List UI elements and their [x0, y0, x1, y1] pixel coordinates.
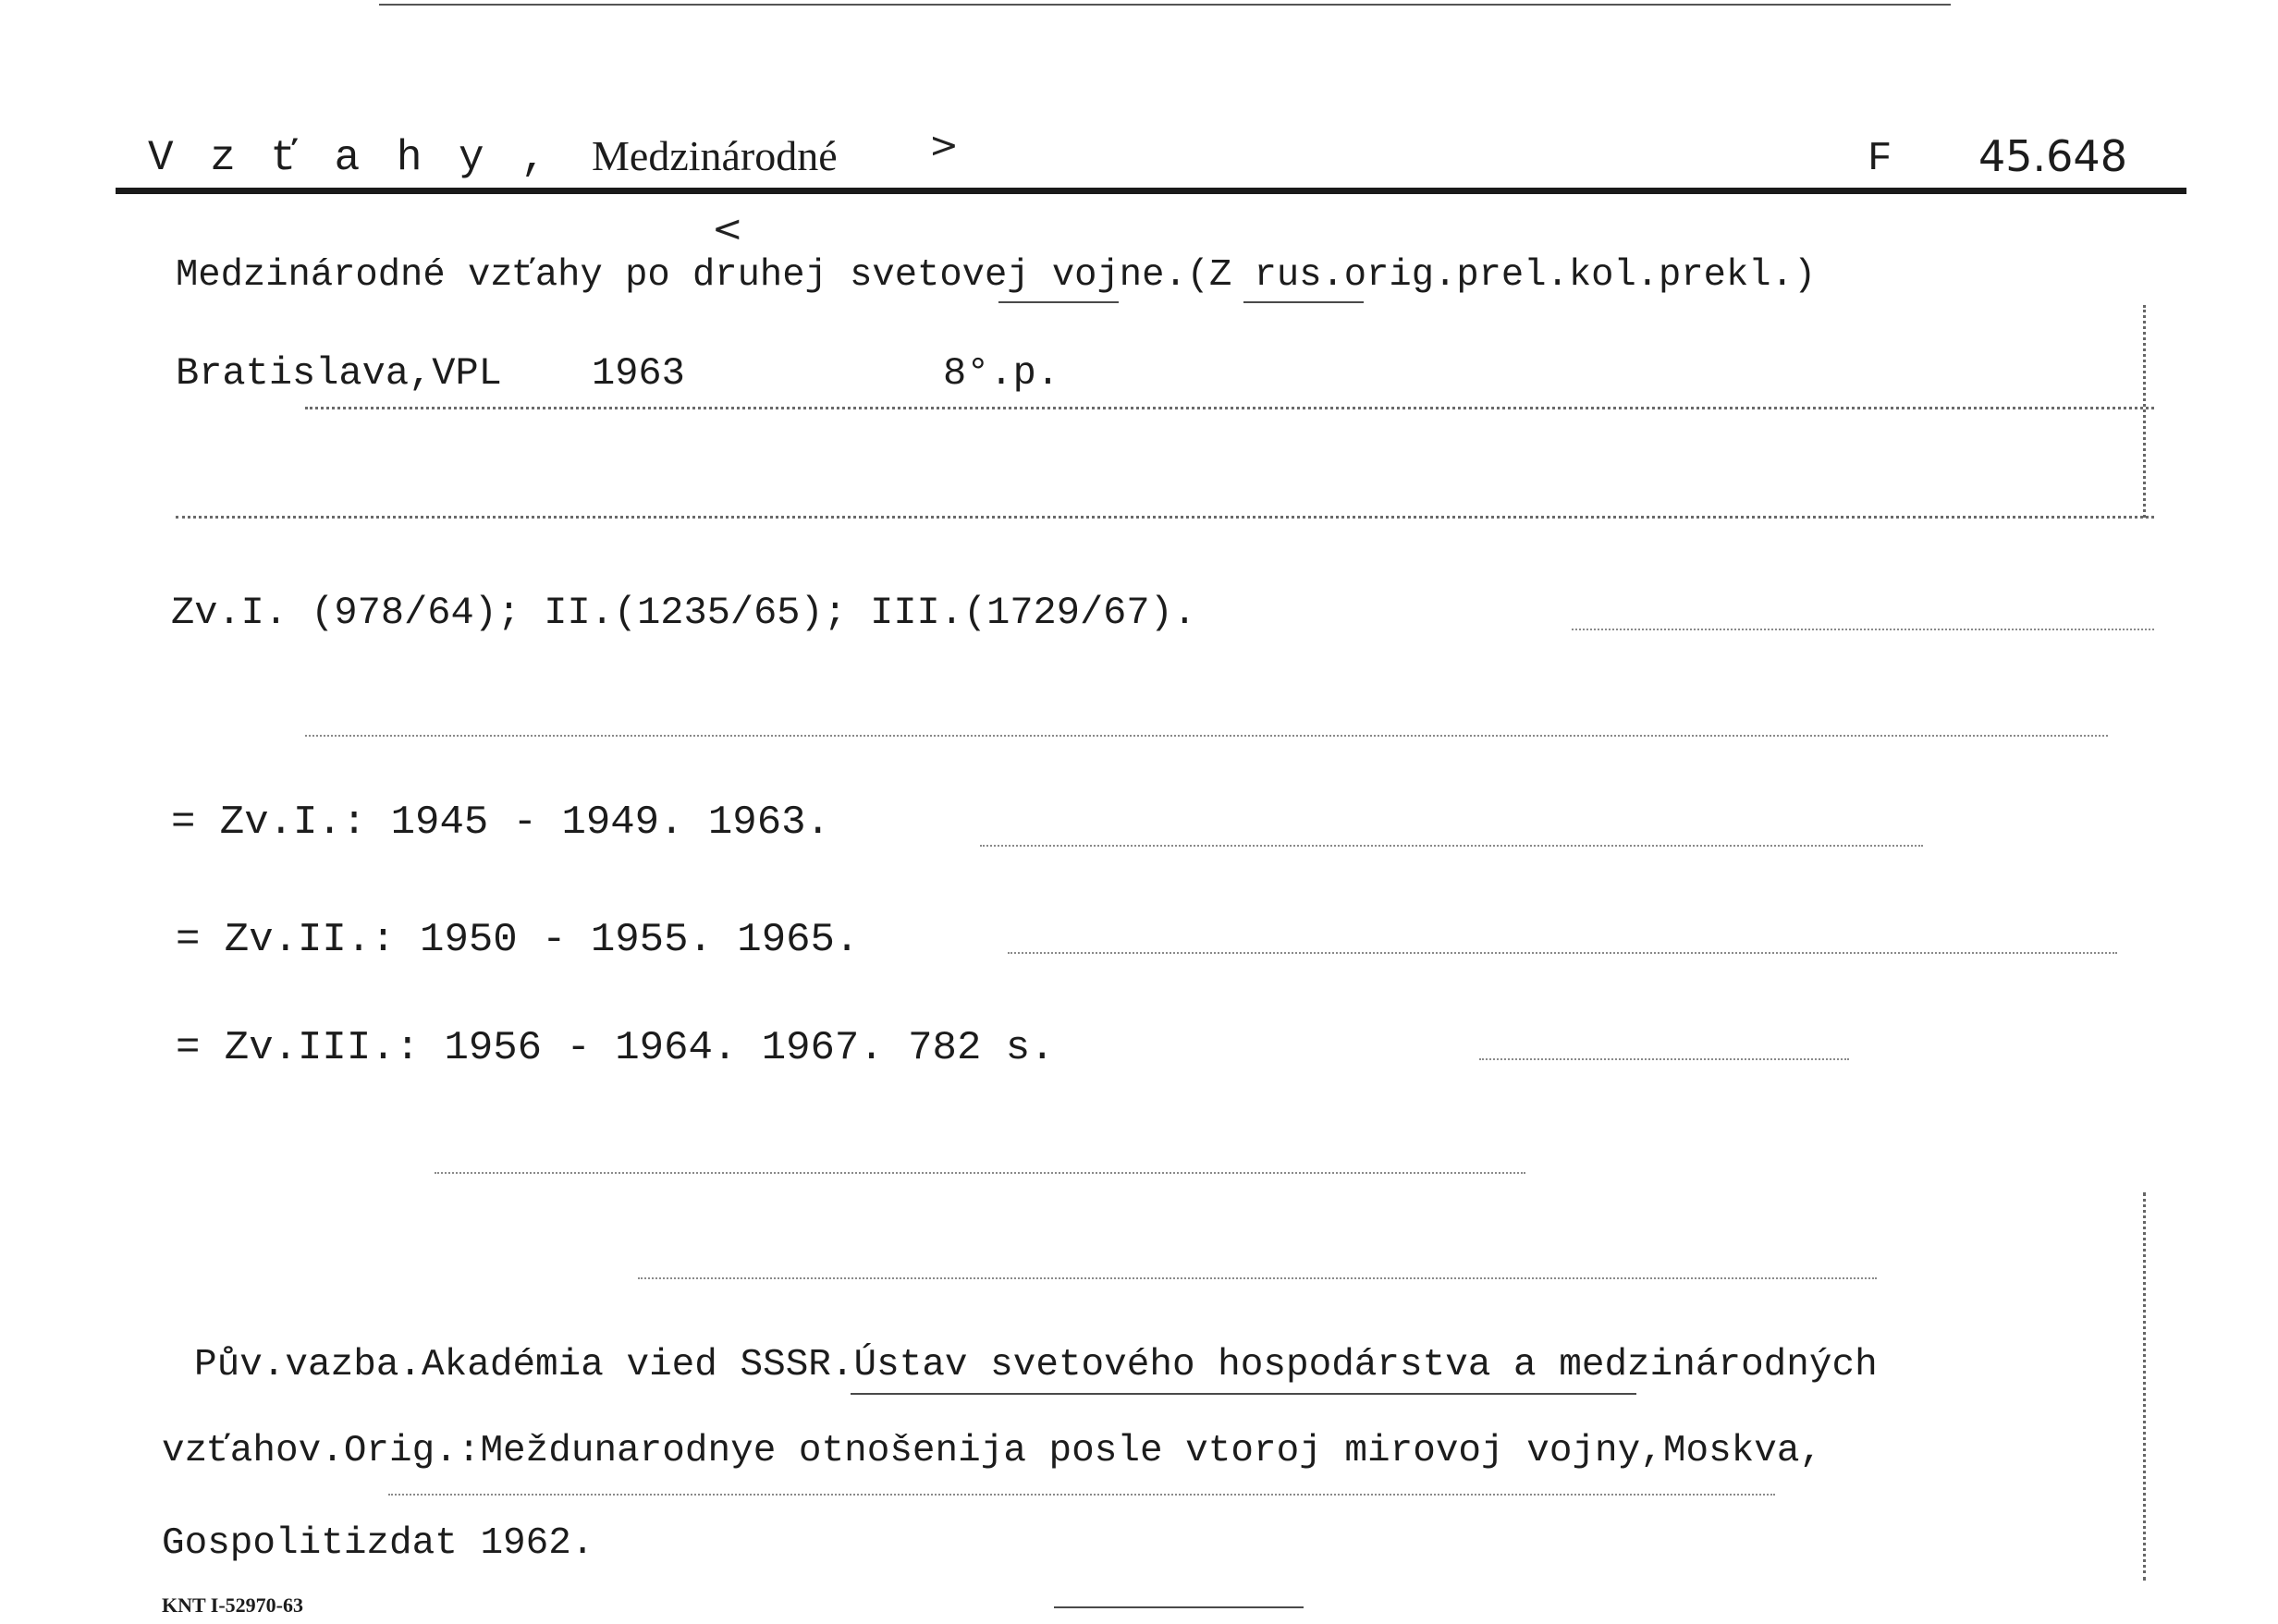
note-line: Pův.vazba.Akadémia vied SSSR.Ústav svetového hospodárstva a medzinárodných [194, 1344, 1878, 1386]
volumes-statement: Zv.I. (978/64); II.(1235/65); III.(1729/67). [171, 591, 1196, 635]
volume-entry: = Zv.I.: 1945 - 1949. 1963. [171, 800, 830, 846]
underline [851, 1393, 1636, 1395]
margin-dots [2143, 1192, 2146, 1581]
dotted-line [1479, 1058, 1849, 1060]
bottom-edge-line [1054, 1606, 1304, 1608]
insertion-mark: < [712, 208, 743, 250]
footer-form-code: KNT I-52970-63 [162, 1593, 303, 1617]
title-statement: Medzinárodné vzťahy po druhej svetovej vojne.(Z rus.orig.prel.kol.prekl.) [176, 254, 1817, 297]
dotted-line [435, 1172, 1525, 1174]
dotted-line [388, 1494, 1775, 1496]
underline [998, 301, 1119, 303]
margin-dots [2143, 305, 2146, 518]
underline [1243, 301, 1364, 303]
dotted-line [305, 407, 2154, 409]
volume-entry: = Zv.II.: 1950 - 1955. 1965. [176, 917, 860, 963]
dotted-line [638, 1277, 1877, 1279]
heading-subject: V z ť a h y , [148, 134, 552, 182]
dotted-line [176, 516, 2154, 519]
shelf-number: 45.648 [1978, 131, 2127, 181]
note-line: Gospolitizdat 1962. [162, 1522, 594, 1565]
note-line: vzťahov.Orig.:Meždunarodnye otnošenija posle vtoroj mirovoj vojny,Moskva, [162, 1430, 1823, 1472]
heading-qualifier: Medzinárodné [592, 132, 838, 179]
volume-entry: = Zv.III.: 1956 - 1964. 1967. 782 s. [176, 1025, 1055, 1071]
format: 8°.p. [943, 351, 1060, 396]
imprint-year: 1963 [592, 351, 685, 396]
dotted-line [1008, 952, 2117, 954]
shelf-prefix: F [1868, 136, 1892, 182]
dotted-line [1572, 629, 2154, 630]
imprint-place-publisher: Bratislava,VPL [176, 351, 502, 396]
insertion-mark: > [929, 125, 959, 165]
dotted-line [305, 735, 2108, 737]
heading-rule [116, 188, 2186, 194]
dotted-line [980, 845, 1923, 847]
top-edge-line [379, 4, 1951, 6]
